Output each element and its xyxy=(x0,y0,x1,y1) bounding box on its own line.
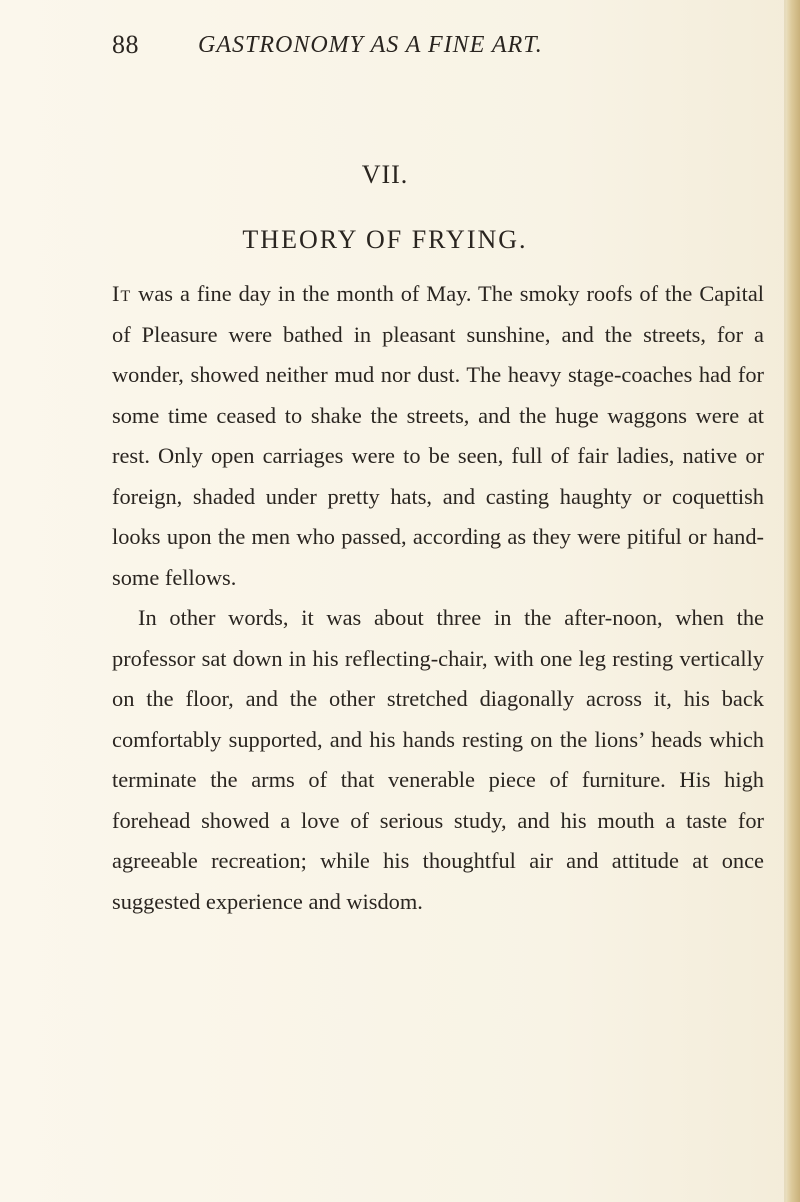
paragraph-2: In other words, it was about three in the after-noon, when the professor sat down in his reflecting-chair, with one leg resting vertically on the floor, and the other stretched diagonally across it, his back comfortably supported, and his hands resting on the lions’ heads which terminate the arms of that venerable piece of furniture. His high forehead showed a love of serious study, and his mouth a taste for agreeable recreation; while his thoughtful air and attitude at once suggested experience and wisdom. xyxy=(112,605,764,914)
book-gutter xyxy=(786,0,800,1202)
page-number: 88 xyxy=(112,30,139,59)
paragraph-1-text: was a fine day in the month of May. The smoky roofs of the Capital of Pleasure were bathed in pleasant sunshine, and the streets, for a wonder, showed neither mud nor dust. The heavy stage-coaches had for some time ceased to shake the streets, and the huge waggons were at rest. Only open carriages were to be seen, full of fair ladies, native or foreign, shaded under pretty hats, and casting haughty or coquettish looks upon the men who passed, according as they were pitiful or hand-some fellows. xyxy=(112,281,764,590)
running-head xyxy=(112,30,752,64)
body-text xyxy=(112,274,764,922)
chapter-number: VII. xyxy=(361,160,409,189)
running-title: GASTRONOMY AS A FINE ART. xyxy=(198,32,543,58)
paragraph-1 xyxy=(112,274,764,598)
paragraph-lead-word: It xyxy=(112,281,132,306)
chapter-title: THEORY OF FRYING. xyxy=(242,225,528,254)
